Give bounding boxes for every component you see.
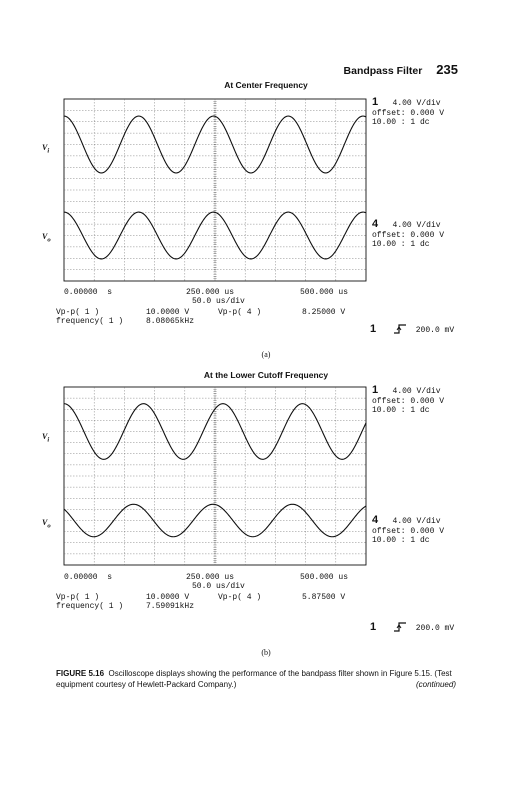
panel-a-title: At Center Frequency: [224, 80, 308, 90]
caption-continued: (continued): [415, 680, 456, 689]
panel-b-output-label: $V_o$: [42, 518, 51, 530]
running-header: [0, 62, 458, 77]
panel-b-ch4-settings: [372, 516, 444, 546]
panel-a-vpp1-label: Vp-p( 1 ): [56, 308, 100, 317]
panel-b-vpp4-value: 5.87500 V: [302, 593, 346, 602]
trigger-level: 200.0 mV: [415, 624, 455, 633]
ch4-offset: offset: 0.000 V: [372, 526, 445, 536]
rising-edge-trigger-icon: [393, 622, 407, 632]
caption-text: Oscilloscope displays showing the performance of the bandpass filter shown in Figure 5.15. (Test equipment courtesy of Hewlett-Packard Company.): [56, 669, 452, 689]
ch1-number: 1: [372, 384, 379, 396]
panel-a-scope-grid: [60, 95, 370, 285]
trigger-channel: 1: [370, 621, 377, 633]
panel-a-time-mid: 250.000 us: [186, 288, 235, 297]
panel-b-input-label: $V_i$: [42, 432, 50, 444]
panel-b-time-end: 500.000 us: [300, 573, 349, 582]
panel-a-input-label: $V_i$: [42, 143, 50, 155]
panel-a-time-div: 50.0 us/div: [192, 297, 245, 306]
panel-a-sublabel: (a): [261, 350, 271, 359]
ch1-vdiv: 4.00 V/div: [392, 387, 441, 396]
panel-a-ch1-settings: [372, 98, 444, 128]
panel-b-vpp1-label: Vp-p( 1 ): [56, 593, 100, 602]
panel-a-trigger: [370, 324, 454, 336]
panel-a-output-label: $V_o$: [42, 232, 51, 244]
panel-b-ch1-settings: [372, 386, 444, 416]
panel-a-ch4-settings: [372, 220, 444, 250]
section-title: Bandpass Filter: [343, 65, 423, 77]
ch4-number: 4: [372, 514, 379, 526]
ch1-coupling: 10.00 : 1 dc: [372, 118, 430, 127]
ch1-offset: offset: 0.000 V: [372, 108, 445, 118]
ch1-vdiv: 4.00 V/div: [392, 99, 441, 108]
panel-a-freq-value: 8.08065kHz: [146, 317, 195, 326]
panel-b-freq-value: 7.59091kHz: [146, 602, 195, 611]
panel-b-vpp1-value: 10.0000 V: [146, 593, 190, 602]
ch4-offset: offset: 0.000 V: [372, 230, 445, 240]
panel-b-time-start: 0.00000 s: [64, 573, 113, 582]
panel-b-time-mid: 250.000 us: [186, 573, 235, 582]
rising-edge-trigger-icon: [393, 324, 407, 334]
ch1-offset: offset: 0.000 V: [372, 396, 445, 406]
panel-a-vpp4-label: Vp-p( 4 ): [218, 308, 262, 317]
figure-caption: [56, 668, 456, 690]
panel-b-scope-grid: [60, 383, 370, 569]
trigger-channel: 1: [370, 323, 377, 335]
panel-a-vpp1-value: 10.0000 V: [146, 308, 190, 317]
panel-a-freq-label: frequency( 1 ): [56, 317, 124, 326]
panel-b-sublabel: (b): [261, 648, 271, 657]
trigger-level: 200.0 mV: [415, 326, 455, 335]
ch4-vdiv: 4.00 V/div: [392, 221, 441, 230]
panel-a-time-start: 0.00000 s: [64, 288, 113, 297]
figure-number: FIGURE 5.16: [56, 669, 105, 678]
panel-a-vpp4-value: 8.25000 V: [302, 308, 346, 317]
panel-a-time-end: 500.000 us: [300, 288, 349, 297]
page-number: 235: [436, 62, 458, 77]
panel-b-vpp4-label: Vp-p( 4 ): [218, 593, 262, 602]
ch4-vdiv: 4.00 V/div: [392, 517, 441, 526]
panel-b-trigger: [370, 622, 454, 634]
panel-b-freq-label: frequency( 1 ): [56, 602, 124, 611]
panel-b-time-div: 50.0 us/div: [192, 582, 245, 591]
ch1-number: 1: [372, 96, 379, 108]
ch4-coupling: 10.00 : 1 dc: [372, 536, 430, 545]
panel-b-title: At the Lower Cutoff Frequency: [203, 370, 329, 380]
ch4-coupling: 10.00 : 1 dc: [372, 240, 430, 249]
ch4-number: 4: [372, 218, 379, 230]
ch1-coupling: 10.00 : 1 dc: [372, 406, 430, 415]
